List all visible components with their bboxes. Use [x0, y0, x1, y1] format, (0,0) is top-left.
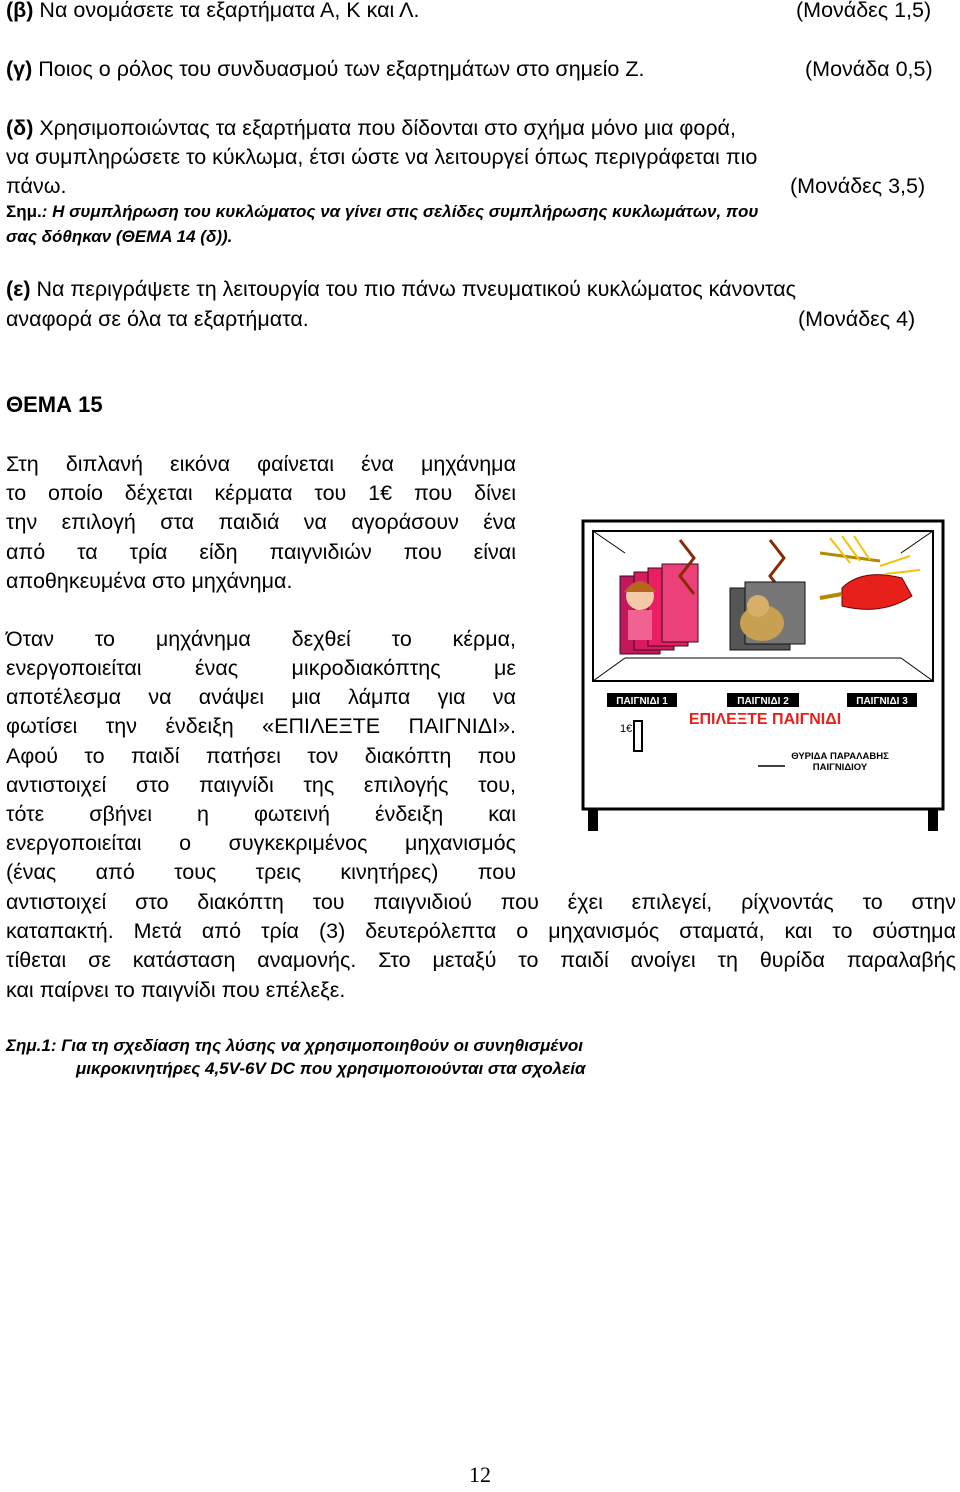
- para1-line: από τα τρία είδη παιγνιδιών που είναι: [6, 540, 516, 564]
- para2-line: αντιστοιχεί στο παιγνίδι της επιλογής του,: [6, 773, 516, 797]
- question-text: Να ονομάσετε τα εξαρτήματα Α, Κ και Λ.: [33, 0, 420, 22]
- question-e-line2: αναφορά σε όλα τα εξαρτήματα.: [6, 307, 309, 331]
- footnote-line1: [6, 1036, 583, 1056]
- question-label: (γ): [6, 57, 33, 81]
- section-title: ΘΕΜΑ 15: [6, 392, 103, 417]
- note-d-line2: σας δόθηκαν (ΘΕΜΑ 14 (δ)).: [6, 227, 233, 246]
- question-text: Να περιγράψετε τη λειτουργία του πιο πάνω πνευματικού κυκλώματος κάνοντας: [30, 277, 797, 301]
- points-b: (Μονάδες 1,5): [796, 0, 932, 22]
- footnote-text: Για τη σχεδίαση της λύσης να χρησιμοποιηθούν οι συνηθισμένοι: [56, 1036, 584, 1055]
- toy-button-2[interactable]: [727, 693, 799, 707]
- machine-leg-right: [928, 809, 938, 831]
- toy-button-3-label: ΠΑΙΓΝΙΔΙ 3: [856, 696, 908, 707]
- question-label: (ε): [6, 277, 31, 301]
- para2-line: (ένας από τους τρεις κινητήρες) που: [6, 860, 516, 884]
- dog-toy-icon: [730, 582, 805, 650]
- question-label: (β): [6, 0, 34, 22]
- note-d-line1: [6, 199, 758, 225]
- footnote-line2: μικροκινητήρες 4,5V-6V DC που χρησιμοποιούνται στα σχολεία: [76, 1059, 586, 1078]
- question-text: Χρησιμοποιώντας τα εξαρτήματα που δίδονται στο σχήμα μόνο μια φορά,: [33, 116, 736, 140]
- para1-line: το οποίο δέχεται κέρματα του 1€ που δίνει: [6, 481, 516, 505]
- para1-line: Στη διπλανή εικόνα φαίνεται ένα μηχάνημα: [6, 452, 516, 476]
- question-c: [6, 55, 644, 84]
- pickup-door-label-2: ΠΑΙΓΝΙΔΙΟΥ: [812, 762, 868, 773]
- para2-full-line: και παίρνει το παιγνίδι που επέλεξε.: [6, 978, 346, 1002]
- para1-line: την επιλογή στα παιδιά να αγοράσουν ένα: [6, 510, 516, 534]
- question-label: (δ): [6, 116, 34, 140]
- question-e-line1: [6, 275, 796, 304]
- footnote-label: Σημ.1:: [6, 1036, 57, 1055]
- question-d-line1: [6, 114, 736, 143]
- para2-full-line: καταπακτή. Μετά από τρία (3) δευτερόλεπτα ο μηχανισμός σταματά, και το σύστημα: [6, 919, 956, 943]
- note-text: : Η συμπλήρωση του κυκλώματος να γίνει στις σελίδες συμπλήρωσης κυκλωμάτων, που: [41, 202, 759, 221]
- machine-leg-left: [588, 809, 598, 831]
- toy-button-3[interactable]: [847, 693, 917, 707]
- coin-label: 1€: [620, 723, 633, 735]
- question-d-line3: πάνω.: [6, 174, 67, 198]
- para2-full-line: αντιστοιχεί στο διακόπτη του παιγνιδιού που έχει επιλεγεί, ρίχνοντάς το στην: [6, 890, 956, 914]
- pickup-door-label: ΘΥΡΙΔΑ ΠΑΡΑΛΑΒΗΣ: [791, 751, 889, 762]
- para2-line: φωτίσει την ένδειξη «ΕΠΙΛΕΞΤΕ ΠΑΙΓΝΙΔΙ».: [6, 714, 516, 738]
- coin-slot[interactable]: [634, 721, 642, 751]
- para2-line: Αφού το παιδί πατήσει τον διακόπτη που: [6, 744, 516, 768]
- note-label: Σημ.: [6, 202, 42, 221]
- toy-vending-machine-illustration: [580, 518, 946, 836]
- select-toy-sign-text: ΕΠΙΛΕΞΤΕ ΠΑΙΓΝΙΔΙ: [688, 711, 842, 728]
- question-b: [6, 0, 419, 25]
- points-d: (Μονάδες 3,5): [790, 174, 926, 198]
- para2-line: Όταν το μηχάνημα δεχθεί το κέρμα,: [6, 627, 516, 651]
- toy-button-1[interactable]: [607, 693, 677, 707]
- para1-line: αποθηκευμένα στο μηχάνημα.: [6, 569, 293, 593]
- question-d-line2: να συμπληρώσετε το κύκλωμα, έτσι ώστε να λειτουργεί όπως περιγράφεται πιο: [6, 145, 758, 169]
- doll-toy-icon: [620, 564, 698, 654]
- page-number: 12: [469, 1462, 491, 1487]
- para2-line: ενεργοποιείται ένας μικροδιακόπτης με: [6, 656, 516, 680]
- toy-button-1-label: ΠΑΙΓΝΙΔΙ 1: [616, 696, 668, 707]
- para2-full-line: τίθεται σε κατάσταση αναμονής. Στο μεταξύ το παιδί ανοίγει τη θυρίδα παραλαβής: [6, 948, 956, 972]
- para2-line: τότε σβήνει η φωτεινή ένδειξη και: [6, 802, 516, 826]
- points-c: (Μονάδα 0,5): [805, 57, 933, 81]
- points-e: (Μονάδες 4): [798, 307, 916, 331]
- toy-button-2-label: ΠΑΙΓΝΙΔΙ 2: [737, 696, 789, 707]
- para2-line: αποτέλεσμα να ανάψει μια λάμπα για να: [6, 685, 516, 709]
- para2-line: ενεργοποιείται ο συγκεκριμένος μηχανισμός: [6, 831, 516, 855]
- question-text: Ποιος ο ρόλος του συνδυασμού των εξαρτημάτων στο σημείο Ζ.: [32, 57, 645, 81]
